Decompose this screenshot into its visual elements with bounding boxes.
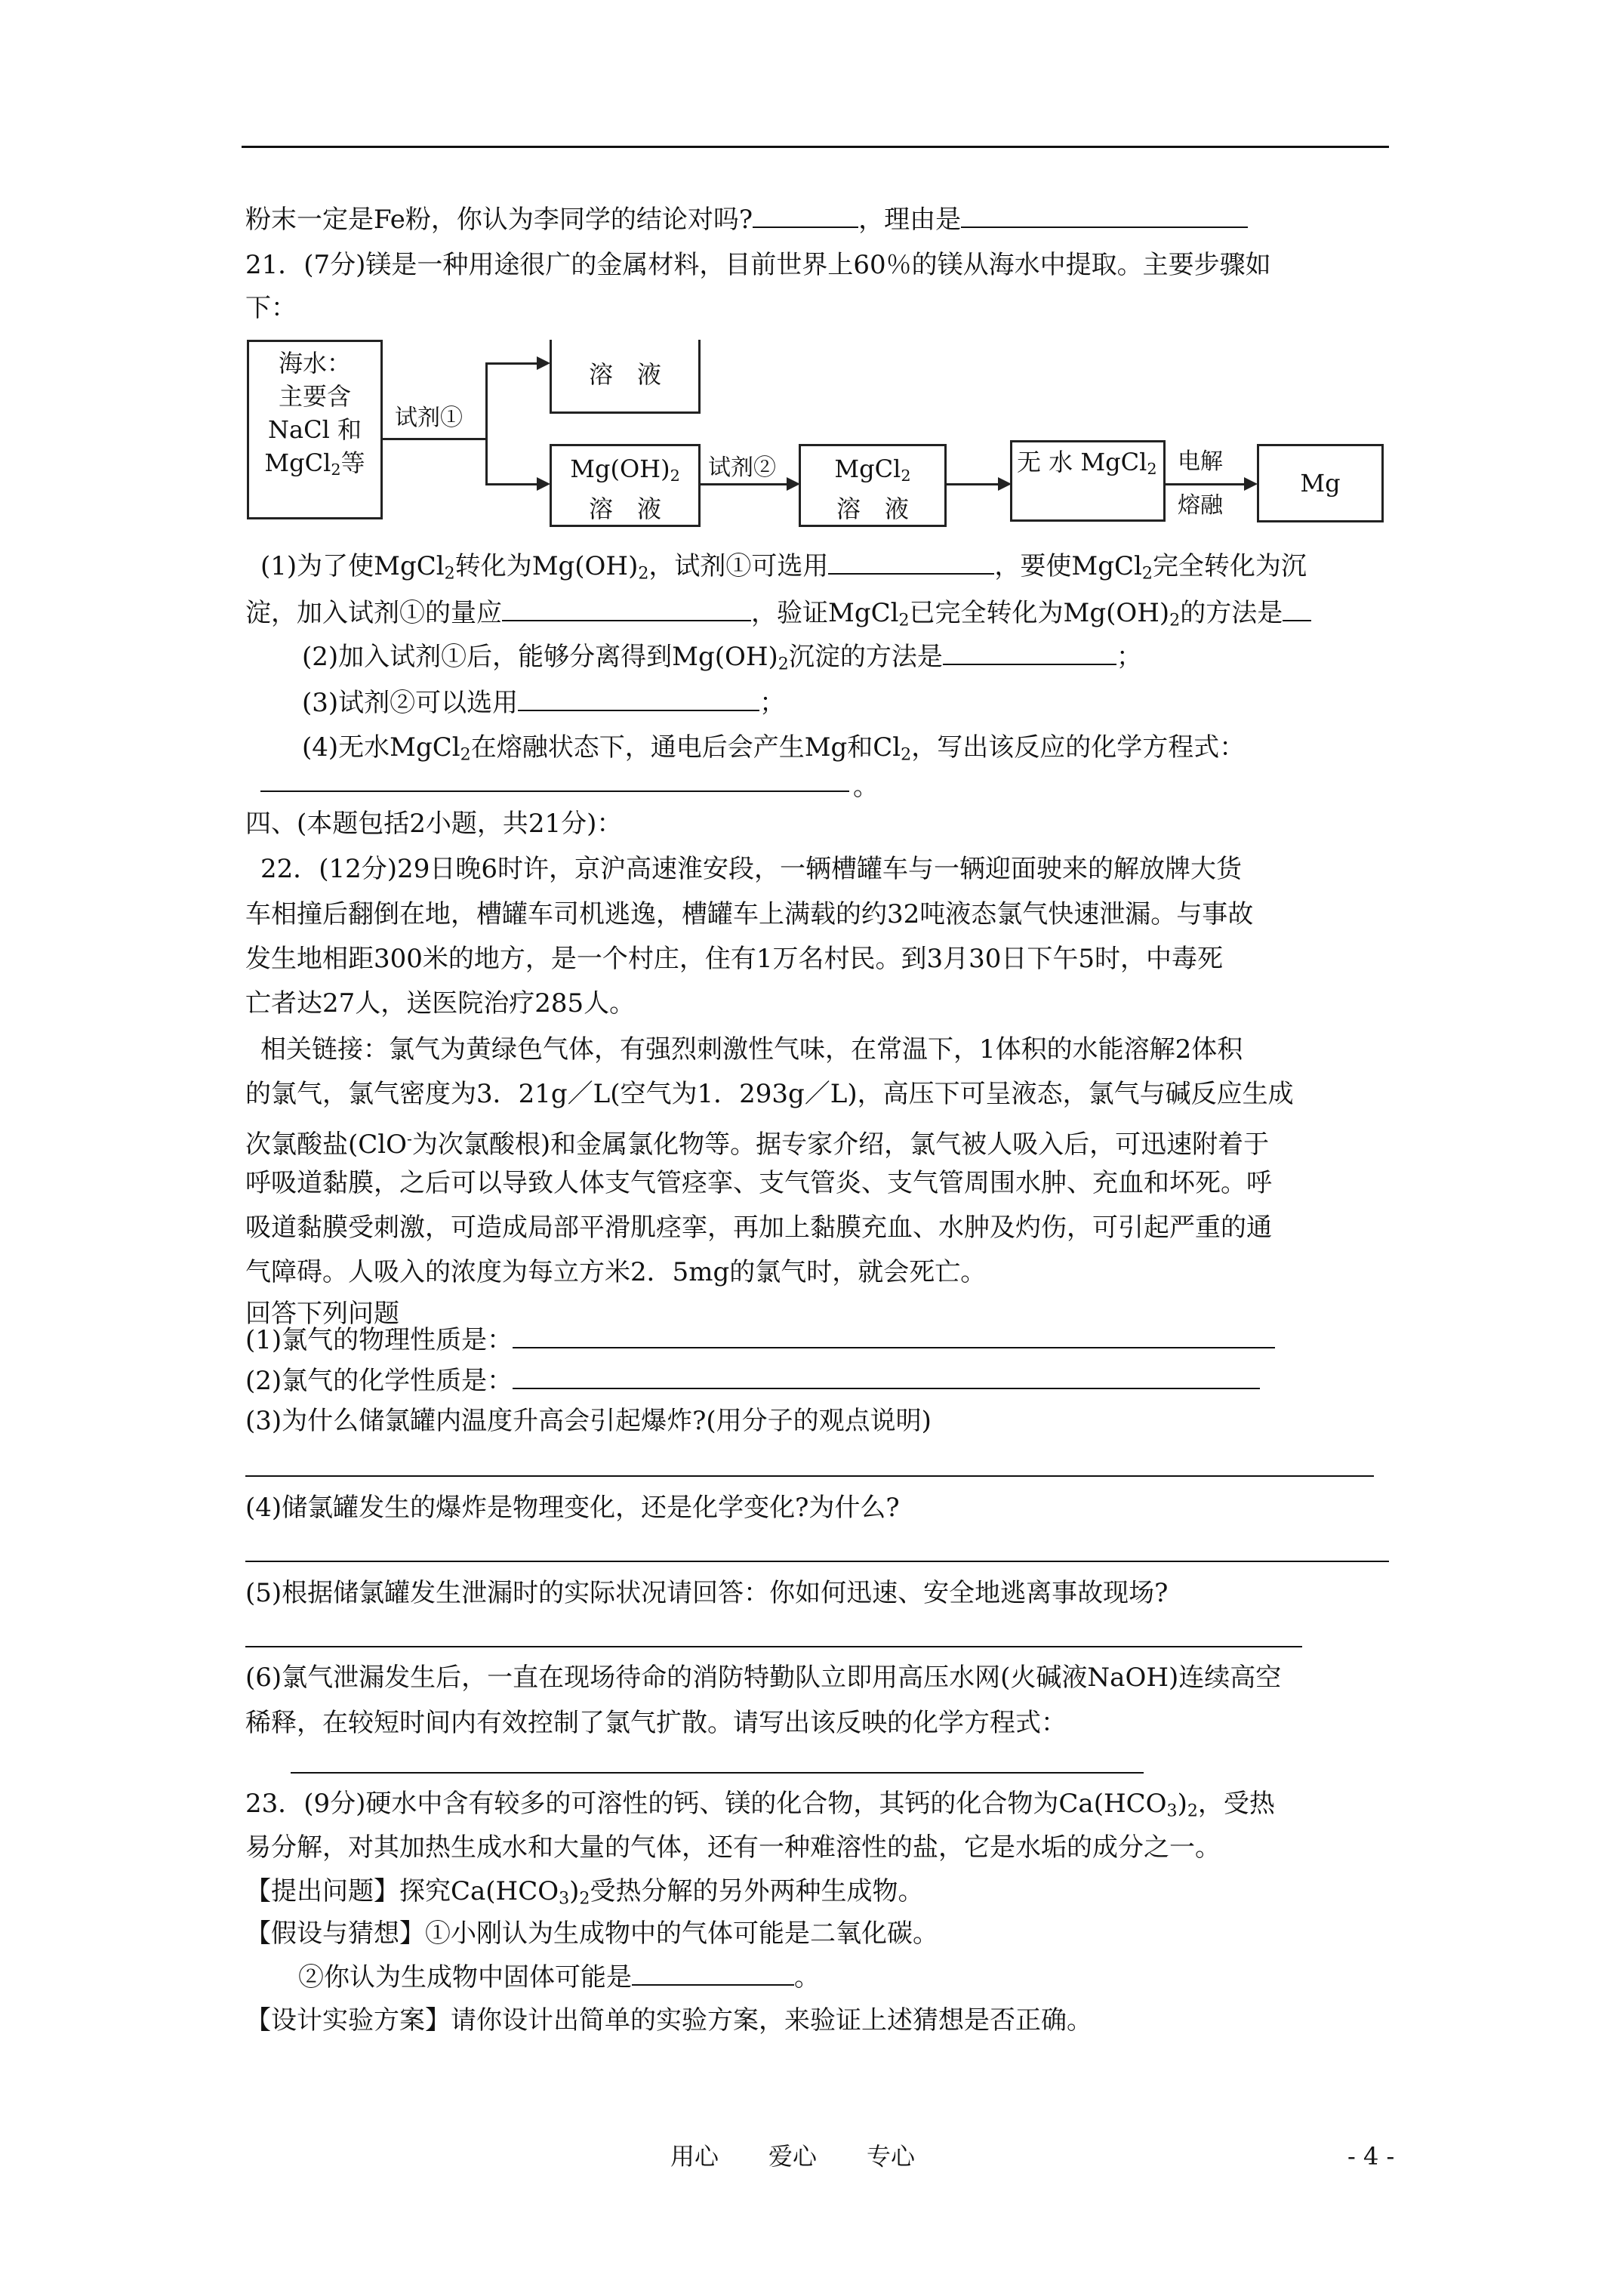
q21-part1-line1: (1)为了使MgCl$_2$转化为$Mg(OH)_2$，试剂①可选用 ，要使MgCl$_2$完全转化为沉 bbox=[260, 547, 1307, 592]
q22-part3: (3)为什么储氯罐内温度升高会引起爆炸?(用分子的观点说明) bbox=[245, 1406, 932, 1436]
q22-line: 吸道黏膜受刺激，可造成局部平滑肌痉挛，再加上黏膜充血、水肿及灼伤，可引起严重的通 bbox=[245, 1213, 1272, 1243]
electrolysis-label: 电解 bbox=[1178, 448, 1223, 475]
page-number: - 4 - bbox=[1347, 2142, 1395, 2171]
answer-line[interactable] bbox=[245, 1646, 1302, 1647]
answer-blank[interactable] bbox=[961, 201, 1248, 228]
split-line bbox=[383, 438, 487, 440]
q23-line4: 【假设与猜想】①小刚认为生成物中的气体可能是二氧化碳。 bbox=[245, 1918, 938, 1949]
arrow-to-solution bbox=[485, 362, 547, 365]
q22-part1: (1)氯气的物理性质是： bbox=[245, 1321, 1275, 1358]
q22-line: 呼吸道黏膜，之后可以导致人体支气管痉挛、支气管炎、支气管周围水肿、充血和坏死。呼 bbox=[245, 1168, 1272, 1198]
answer-blank[interactable] bbox=[502, 594, 751, 621]
mgoh2-box: $Mg(OH)_2$ 溶 液 bbox=[550, 444, 701, 527]
answer-blank[interactable] bbox=[513, 1321, 1275, 1348]
footer-motto-1: 用心 bbox=[670, 2142, 719, 2171]
q22-line: 回答下列问题 bbox=[245, 1299, 399, 1329]
arrow-to-mgoh2 bbox=[485, 483, 547, 485]
q22-line: 的氯气，氯气密度为3．21g／L(空气为1．293g／L)，高压下可呈液态，氯气与碱反应生成 bbox=[245, 1079, 1294, 1109]
q22-part2: (2)氯气的化学性质是： bbox=[245, 1362, 1260, 1399]
header-rule bbox=[242, 146, 1389, 148]
reagent1-label: 试剂① bbox=[395, 405, 463, 431]
arrow-to-mgcl2 bbox=[701, 483, 797, 485]
section-4-heading: 四、(本题包括2小题，共21分)： bbox=[245, 809, 623, 839]
q20-line: 粉末一定是Fe粉，你认为李同学的结论对吗? ，理由是 bbox=[245, 201, 1248, 238]
solution-box: 溶 液 bbox=[550, 340, 701, 414]
answer-blank[interactable] bbox=[1283, 594, 1311, 621]
q22-line: 气障碍。人吸入的浓度为每立方米2．5mg的氯气时，就会死亡。 bbox=[245, 1257, 987, 1287]
anhydrous-mgcl2-box: 无 水 MgCl$_2$ bbox=[1010, 440, 1166, 522]
period: 。 bbox=[853, 772, 879, 802]
footer-motto-2: 爱心 bbox=[768, 2142, 818, 2171]
answer-blank[interactable] bbox=[753, 201, 858, 228]
q23-line6: 【设计实验方案】请你设计出简单的实验方案，来验证上述猜想是否正确。 bbox=[245, 2005, 1092, 2036]
answer-line[interactable] bbox=[291, 1772, 1144, 1774]
q22-part5: (5)根据储氯罐发生泄漏时的实际状况请回答：你如何迅速、安全地逃离事故现场? bbox=[245, 1578, 1169, 1608]
q23-line2: 易分解，对其加热生成水和大量的气体，还有一种难溶性的盐，它是水垢的成分之一。 bbox=[245, 1832, 1221, 1863]
split-vertical bbox=[485, 362, 488, 485]
q23-line1: 23．(9分)硬水中含有较多的可溶性的钙、镁的化合物，其钙的化合物为$Ca(HCO_3)_2$，受热 bbox=[245, 1789, 1275, 1821]
molten-label: 熔融 bbox=[1178, 492, 1223, 519]
q21-part3: (3)试剂②可以选用 ； bbox=[302, 684, 785, 721]
q22-part4: (4)储氯罐发生的爆炸是物理变化，还是化学变化?为什么? bbox=[245, 1493, 900, 1523]
seawater-box: 海水： 主要含 NaCl 和 MgCl$_2$等 bbox=[247, 340, 383, 519]
answer-blank[interactable] bbox=[632, 1959, 794, 1986]
answer-blank[interactable] bbox=[943, 638, 1116, 665]
q21-part4: (4)无水MgCl$_2$在熔融状态下，通电后会产生Mg和$Cl_2$，写出该反应的化学方程式： bbox=[302, 732, 1246, 765]
reagent2-label: 试剂② bbox=[708, 455, 776, 481]
q22-line: 次氯酸盐(ClO-为次氯酸根)和金属氯化物等。据专家介绍，氯气被人吸入后，可迅速附着于 bbox=[245, 1130, 1270, 1160]
q22-line: 发生地相距300米的地方，是一个村庄，住有1万名村民。到3月30日下午5时，中毒死 bbox=[245, 944, 1224, 974]
answer-line[interactable] bbox=[245, 1475, 1374, 1477]
q22-part6-line2: 稀释，在较短时间内有效控制了氯气扩散。请写出该反映的化学方程式： bbox=[245, 1708, 1067, 1738]
answer-blank[interactable] bbox=[513, 1362, 1260, 1389]
q22-line: 亡者达27人，送医院治疗285人。 bbox=[245, 988, 636, 1019]
mgcl2-solution-box: MgCl$_2$ 溶 液 bbox=[799, 444, 947, 527]
q21-part2: (2)加入试剂①后，能够分离得到$Mg(OH)_2$沉淀的方法是 ； bbox=[302, 638, 1142, 683]
q23-line5: ②你认为生成物中固体可能是 。 bbox=[298, 1959, 820, 1996]
answer-blank[interactable] bbox=[518, 684, 759, 711]
footer-motto-3: 专心 bbox=[867, 2142, 916, 2171]
q21-intro-2: 下： bbox=[245, 293, 297, 323]
arrow-to-anhydrous bbox=[947, 483, 1009, 485]
answer-line[interactable] bbox=[260, 791, 849, 792]
q22-part6-line1: (6)氯气泄漏发生后，一直在现场待命的消防特勤队立即用高压水网(火碱液NaOH)连续高空 bbox=[245, 1663, 1282, 1693]
q22-line: 22．(12分)29日晚6时许，京沪高速淮安段，一辆槽罐车与一辆迎面驶来的解放牌大货 bbox=[260, 854, 1242, 884]
answer-line[interactable] bbox=[245, 1561, 1389, 1562]
q23-line3: 【提出问题】探究$Ca(HCO_3)_2$受热分解的另外两种生成物。 bbox=[245, 1876, 924, 1909]
q22-line: 车相撞后翻倒在地，槽罐车司机逃逸，槽罐车上满载的约32吨液态氯气快速泄漏。与事故 bbox=[245, 899, 1254, 929]
answer-blank[interactable] bbox=[828, 547, 994, 575]
q22-line: 相关链接：氯气为黄绿色气体，有强烈刺激性气味，在常温下，1体积的水能溶解2体积 bbox=[260, 1034, 1243, 1065]
q21-intro-1: 21．(7分)镁是一种用途很广的金属材料，目前世界上60％的镁从海水中提取。主要步骤如 bbox=[245, 250, 1271, 280]
arrow-to-mg bbox=[1166, 483, 1255, 485]
q21-part1-line2: 淀，加入试剂①的量应 ，验证MgCl$_2$已完全转化为$Mg(OH)_2$的方法是 bbox=[245, 594, 1311, 639]
mg-box: Mg bbox=[1257, 444, 1384, 522]
